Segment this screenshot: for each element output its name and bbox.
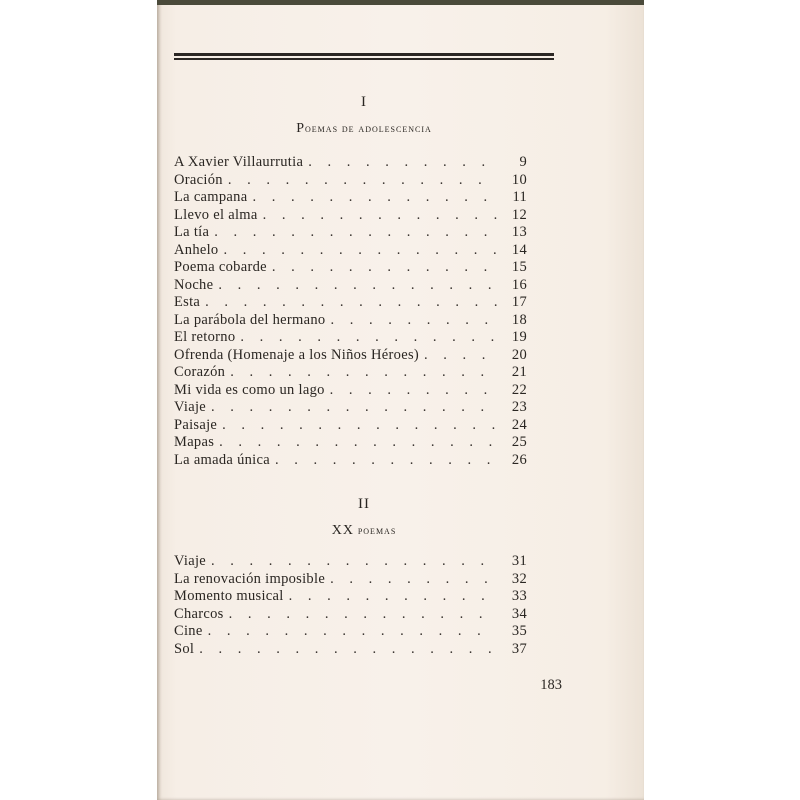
- toc-entry: [174, 417, 527, 435]
- toc-entry-page: 16: [511, 276, 527, 293]
- toc-entry-title: La campana: [174, 189, 248, 205]
- section-1-title-cap: P: [296, 121, 306, 136]
- toc-entry-title: A Xavier Villaurrutia: [174, 154, 304, 170]
- toc-entry-page: 17: [511, 294, 527, 310]
- dot-leader: [240, 329, 497, 347]
- toc-entry-title: La parábola del hermano: [174, 311, 326, 328]
- toc-entry-title: Mapas: [174, 434, 215, 450]
- toc-entry-page: 13: [511, 224, 527, 240]
- toc-entry: [174, 588, 527, 606]
- toc-entry-page: 26: [511, 451, 527, 468]
- toc-entry-title: Oración: [174, 171, 223, 188]
- toc-entry-page: 35: [511, 623, 527, 639]
- toc-entry: [174, 224, 527, 242]
- section-2-title-rest: poemas: [357, 525, 397, 537]
- section-1-number: I: [361, 94, 367, 110]
- toc-entry: [174, 172, 527, 190]
- dot-leader: [218, 277, 497, 295]
- section-2-title-cap: XX: [331, 523, 354, 538]
- dot-leader: [224, 242, 498, 260]
- toc-entry: [174, 312, 527, 330]
- toc-entry: [174, 207, 527, 225]
- toc-entry: [174, 553, 527, 571]
- section-2-number: II: [358, 496, 370, 512]
- toc-entry-page: 19: [511, 329, 527, 345]
- dot-leader: [228, 172, 497, 190]
- toc-entry-title: Momento musical: [174, 588, 284, 604]
- toc-entry-page: 37: [511, 640, 527, 657]
- dot-leader: [211, 553, 497, 571]
- dot-leader: [222, 417, 497, 435]
- toc-entry-title: Ofrenda (Homenaje a los Niños Héroes): [174, 346, 420, 363]
- dot-leader: [214, 224, 497, 242]
- page-number: 183: [540, 677, 562, 693]
- dot-leader: [424, 347, 497, 365]
- toc-entry-page: 25: [511, 434, 527, 450]
- toc-entry-page: 34: [511, 605, 527, 622]
- dot-leader: [275, 452, 497, 470]
- toc-entry-page: 33: [511, 588, 527, 604]
- toc-entry: [174, 347, 527, 365]
- section-2-title: [174, 523, 554, 539]
- toc-entry: [174, 364, 527, 382]
- toc-entry: [174, 259, 527, 277]
- toc-entry-page: 10: [511, 171, 527, 188]
- dot-leader: [330, 312, 497, 330]
- toc-entry-title: Noche: [174, 276, 214, 293]
- toc-entry-title: Cine: [174, 623, 203, 639]
- toc-entry: [174, 154, 527, 172]
- toc-entry: [174, 294, 527, 312]
- toc-entry-title: Esta: [174, 294, 201, 310]
- section-1-title-rest: oemas de adolescencia: [305, 123, 432, 135]
- rule-line-top: [174, 53, 554, 56]
- section-1-title: [174, 121, 554, 137]
- toc-entry-title: Corazón: [174, 364, 226, 380]
- toc-entry: [174, 623, 527, 641]
- toc-entry-page: 21: [511, 364, 527, 380]
- dot-leader: [252, 189, 497, 207]
- dot-leader: [211, 399, 497, 417]
- toc-entry: [174, 382, 527, 400]
- toc-entry: [174, 434, 527, 452]
- toc-entry-page: 9: [519, 154, 527, 170]
- toc-entry: [174, 399, 527, 417]
- book-spine: [0, 0, 157, 800]
- toc-entry-page: 12: [511, 206, 527, 223]
- dot-leader: [205, 294, 497, 312]
- toc-entry-page: 15: [511, 259, 527, 275]
- toc-entry: [174, 452, 527, 470]
- dot-leader: [229, 606, 497, 624]
- toc-entry-title: Mi vida es como un lago: [174, 381, 325, 398]
- toc-entry-title: La amada única: [174, 451, 270, 468]
- toc-entry: [174, 189, 527, 207]
- toc-entry-title: Charcos: [174, 605, 224, 622]
- toc-section-2: [174, 553, 527, 658]
- toc-entry: [174, 329, 527, 347]
- toc-entry-page: 32: [511, 570, 527, 587]
- toc-entry-page: 11: [512, 189, 527, 205]
- double-rule: [174, 53, 554, 62]
- dot-leader: [208, 623, 497, 641]
- toc-entry-title: La renovación imposible: [174, 570, 326, 587]
- dot-leader: [308, 154, 497, 172]
- toc-section-1: [174, 154, 527, 469]
- dot-leader: [219, 434, 497, 452]
- dot-leader: [263, 207, 497, 225]
- dot-leader: [199, 641, 497, 659]
- toc-entry: [174, 242, 527, 260]
- toc-entry-title: Viaje: [174, 399, 207, 415]
- toc-entry: [174, 277, 527, 295]
- toc-entry-title: Paisaje: [174, 416, 218, 433]
- toc-entry-page: 23: [511, 399, 527, 415]
- toc-entry-title: Anhelo: [174, 241, 219, 258]
- toc-entry-title: Poema cobarde: [174, 259, 267, 275]
- toc-entry-page: 24: [511, 416, 527, 433]
- toc-entry-title: Llevo el alma: [174, 206, 258, 223]
- toc-entry-page: 20: [511, 346, 527, 363]
- dot-leader: [272, 259, 497, 277]
- toc-entry-page: 22: [511, 381, 527, 398]
- toc-entry: [174, 606, 527, 624]
- toc-entry: [174, 641, 527, 659]
- toc-entry-title: Viaje: [174, 553, 207, 569]
- toc-entry: [174, 571, 527, 589]
- toc-entry-page: 14: [511, 241, 527, 258]
- toc-entry-title: Sol: [174, 640, 195, 657]
- toc-entry-page: 31: [511, 553, 527, 569]
- dot-leader: [330, 382, 497, 400]
- page-top-edge: [157, 0, 644, 5]
- dot-leader: [330, 571, 497, 589]
- rule-line-bottom: [174, 58, 554, 60]
- toc-entry-title: La tía: [174, 224, 210, 240]
- toc-entry-title: El retorno: [174, 329, 236, 345]
- dot-leader: [289, 588, 497, 606]
- dot-leader: [230, 364, 497, 382]
- toc-entry-page: 18: [511, 311, 527, 328]
